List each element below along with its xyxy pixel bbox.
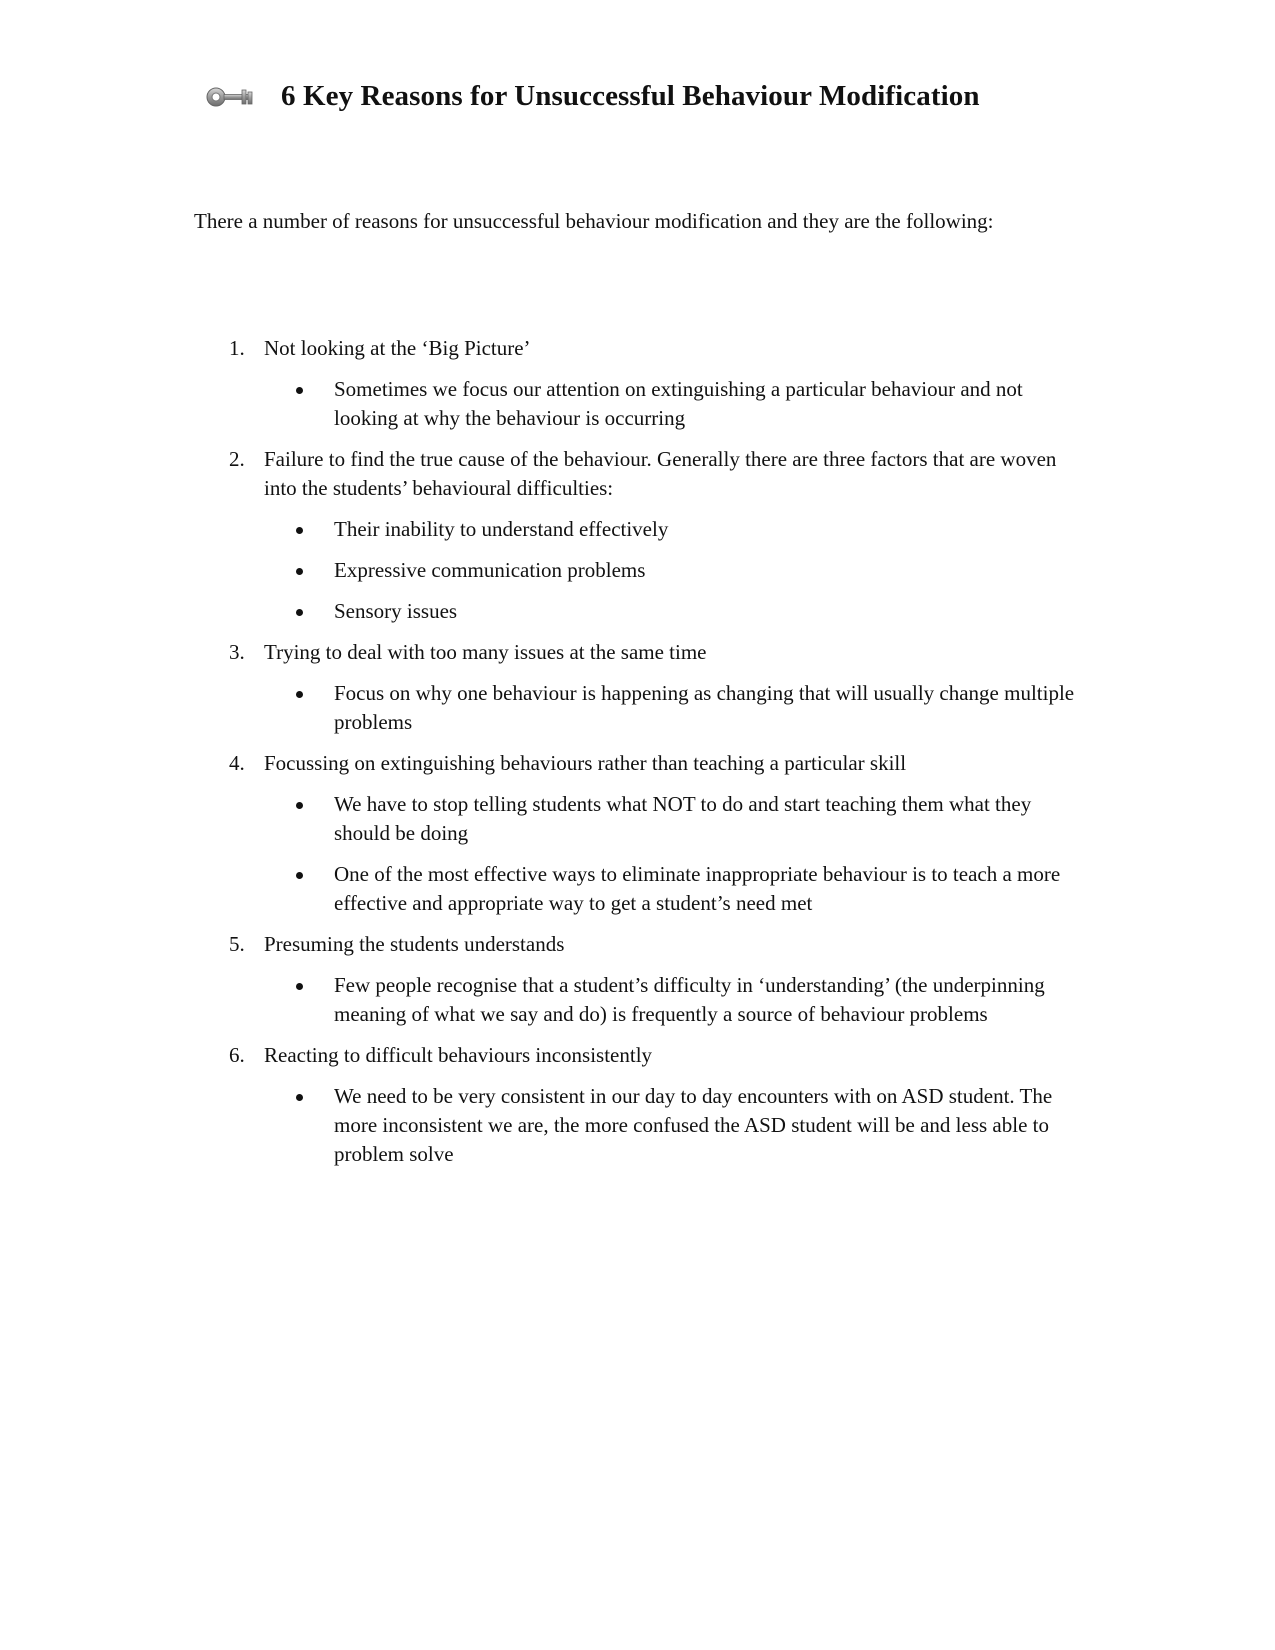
reason-text: Presuming the students understands [264,932,565,956]
bullet-item [264,556,1079,585]
bullet-item [264,679,1079,737]
reason-item [0,1041,1064,1169]
bullet-item [264,1082,1079,1169]
reason-text: Reacting to difficult behaviours inconsistently [264,1043,653,1067]
bullet-list [264,790,1064,918]
key-icon [205,86,259,108]
bullet-dot-icon [296,983,303,990]
reason-text: Focussing on extinguishing behaviours rather than teaching a particular skill [264,751,907,775]
reason-text: Not looking at the ‘Big Picture’ [264,336,531,360]
bullet-list [264,971,1064,1029]
bullet-text: Sensory issues [334,599,458,623]
bullet-item [264,375,1079,433]
bullet-text: We need to be very consistent in our day to day encounters with on ASD student. The more inconsistent we are, the more confused the ASD student will be and less able to problem solve [334,1084,1053,1166]
bullet-text: We have to stop telling students what NOT to do and start teaching them what they should be doing [334,792,1032,845]
reason-item [0,930,1064,1029]
bullet-text: Focus on why one behaviour is happening as changing that will usually change multiple problems [334,681,1075,734]
bullet-dot-icon [296,609,303,616]
reason-number: 5. [229,932,245,956]
bullet-list [264,1082,1064,1169]
reason-text: Failure to find the true cause of the behaviour. Generally there are three factors that are woven into the students’ behavioural difficulties: [264,447,1057,500]
reason-number: 6. [229,1043,245,1067]
bullet-text: Few people recognise that a student’s difficulty in ‘understanding’ (the underpinning meaning of what we say and do) is frequently a source of behaviour problems [334,973,1045,1026]
reason-number: 3. [229,640,245,664]
reason-item [0,445,1064,626]
bullet-dot-icon [296,1094,303,1101]
reason-number: 1. [229,336,245,360]
bullet-list [264,375,1064,433]
intro-paragraph: There a number of reasons for unsuccessful behaviour modification and they are the following: [194,209,994,233]
bullet-text: Expressive communication problems [334,558,646,582]
reason-item [0,749,1064,918]
bullet-text: Sometimes we focus our attention on extinguishing a particular behaviour and not looking at why the behaviour is occurring [334,377,1023,430]
reason-item [0,334,1064,433]
bullet-list [264,679,1075,737]
reason-number: 2. [229,447,245,471]
reason-item [0,638,1075,737]
bullet-item [264,790,1079,848]
reason-number: 4. [229,751,245,775]
page-title: 6 Key Reasons for Unsuccessful Behaviour Modification [281,80,980,112]
bullet-item [264,971,1079,1029]
bullet-item [264,860,1079,918]
bullet-dot-icon [296,527,303,534]
bullet-dot-icon [296,802,303,809]
bullet-dot-icon [296,691,303,698]
bullet-text: One of the most effective ways to eliminate inappropriate behaviour is to teach a more effective and appropriate way to get a student’s need met [334,862,1061,915]
bullet-dot-icon [296,387,303,394]
bullet-item [264,597,1079,626]
title-row [205,80,980,113]
bullet-dot-icon [296,568,303,575]
bullet-list [264,515,1064,626]
bullet-text: Their inability to understand effectively [334,517,669,541]
reasons-list [0,334,1275,1181]
bullet-dot-icon [296,872,303,879]
bullet-item [264,515,1079,544]
reason-text: Trying to deal with too many issues at the same time [264,640,707,664]
